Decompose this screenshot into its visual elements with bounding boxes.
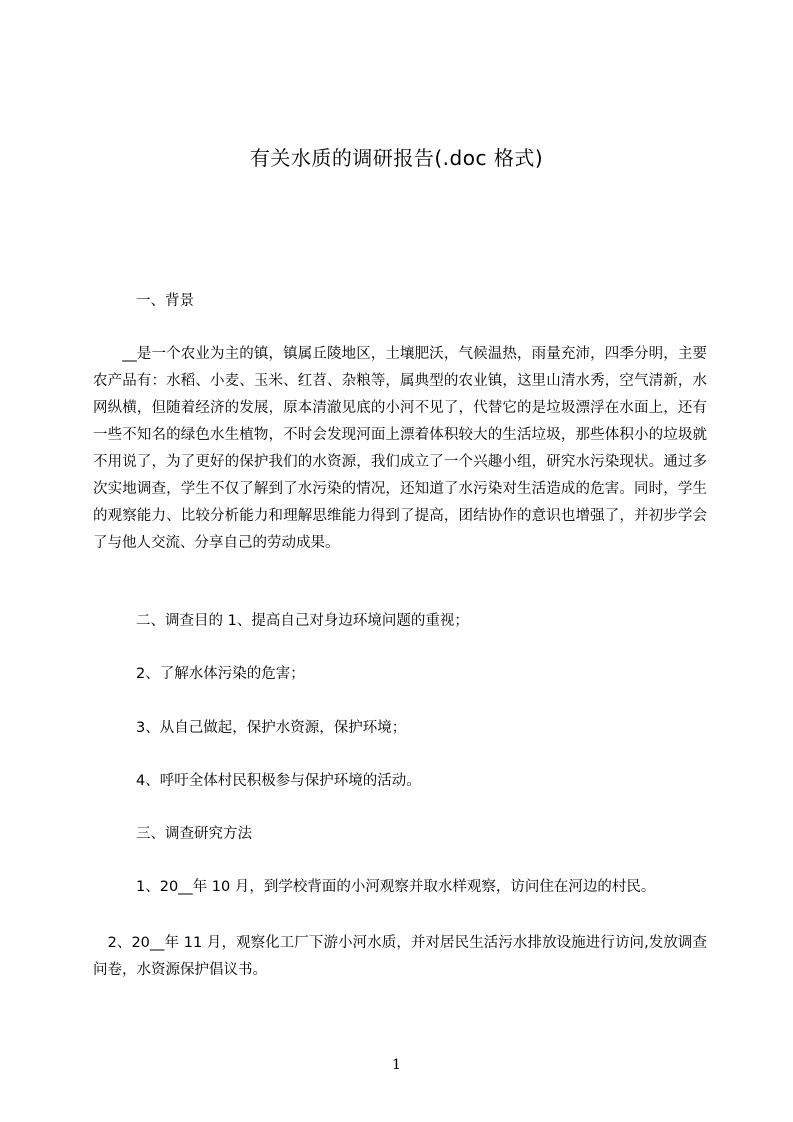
document-title: 有关水质的调研报告(.doc 格式)	[249, 146, 544, 170]
survey-purpose-item-4: 4、呼吁全体村民积极参与保护环境的活动。	[136, 773, 421, 789]
background-paragraph: __是一个农业为主的镇，镇属丘陵地区，土壤肥沃，气候温热，雨量充沛，四季分明，主要农产品有：水稻、小麦、玉米、红苕、杂粮等，属典型的农业镇，这里山清水秀，空气清新，水网纵横，但随着经济的发展，原本清澈见底的小河不见了，代替它的是垃圾漂浮在水面上，还有一些不知名的绿色水生植物，不时会发现河面上漂着体积较大的生活垃圾，那些体积小的垃圾就不用说了，为了更好的保护我们的水资源，我们成立了一个兴趣小组，研究水污染现状。通过多次实地调查，学生不仅了解到了水污染的情况，还知道了水污染对生活造成的危害。同时，学生的观察能力、比较分析能力和理解思维能力得到了提高，团结协作的意识也增强了，并初步学会了与他人交流、分享自己的劳动成果。	[93, 346, 707, 551]
survey-purpose-item-2: 2、了解水体污染的危害；	[136, 666, 305, 682]
survey-purpose-item-3: 3、从自己做起，保护水资源，保护环境；	[136, 720, 407, 736]
section-heading-methods: 三、调查研究方法	[136, 826, 252, 842]
page-number: 1	[392, 1057, 401, 1073]
survey-purpose-item-1: 二、调查目的 1、提高自己对身边环境问题的重视；	[136, 613, 469, 629]
method-item-2: 2、20__年 11 月，观察化工厂下游小河水质，并对居民生活污水排放设施进行访问,发放调查问卷，水资源保护倡议书。	[93, 935, 707, 978]
section-heading-background: 一、背景	[136, 293, 194, 309]
method-item-1: 1、20__年 10 月，到学校背面的小河观察并取水样观察，访问住在河边的村民。	[136, 879, 656, 895]
